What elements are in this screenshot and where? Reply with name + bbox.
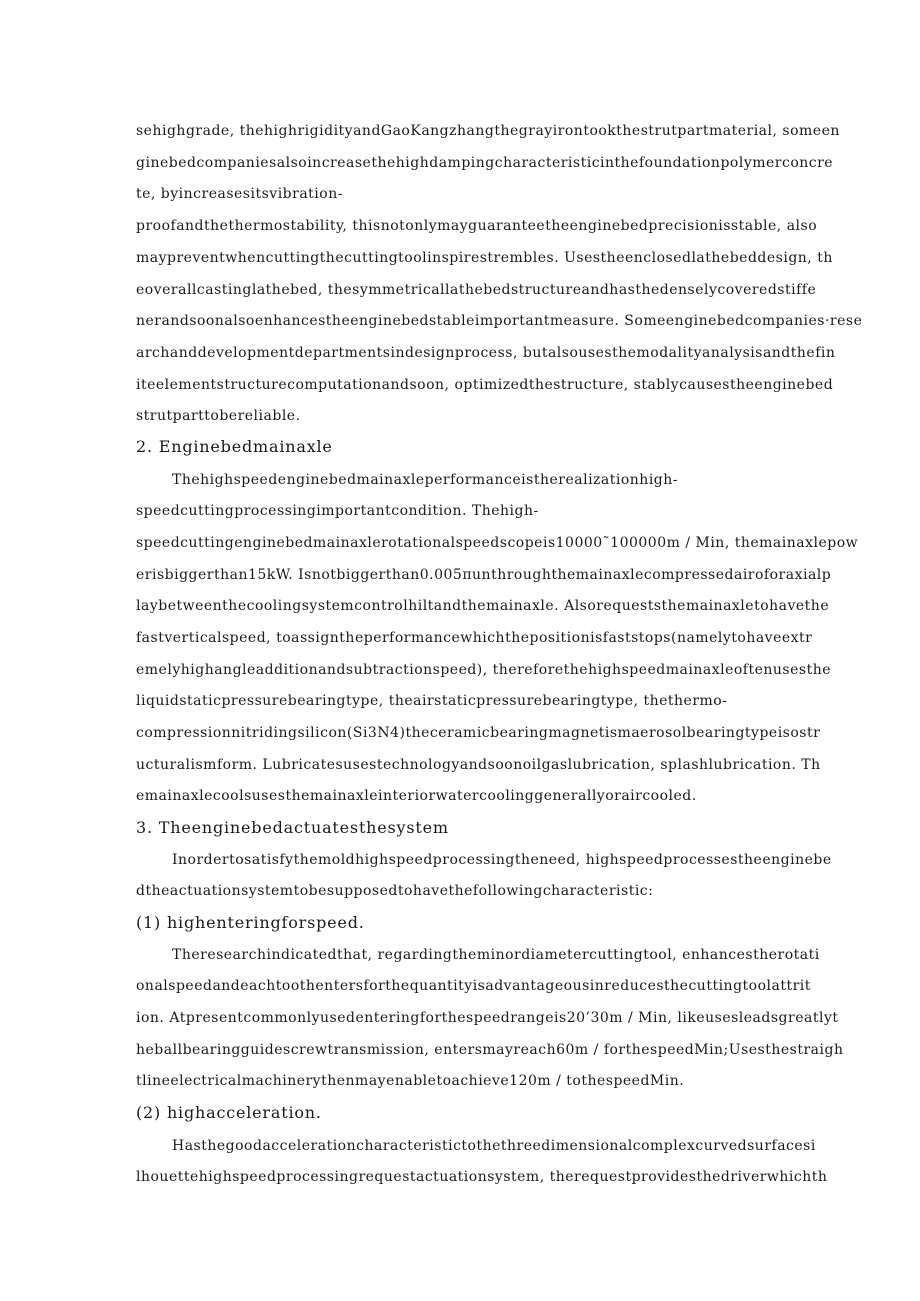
paragraph-line: ginebedcompaniesalsoincreasethehighdampingcharacteristicinthefoundationpolymerconcre (136, 155, 834, 171)
paragraph-line: emelyhighangleadditionandsubtractionspeed), thereforethehighspeedmainaxleoftenusesthe (136, 662, 832, 678)
paragraph-line: Theresearchindicatedthat, regardingtheminordiametercuttingtool, enhancestherotati (172, 947, 820, 963)
subsection-heading: (1) highenteringforspeed. (136, 913, 365, 932)
paragraph-line: emainaxlecoolsusesthemainaxleinteriorwatercoolinggenerallyoraircooled. (136, 788, 697, 804)
section-heading: 3. Theenginebedactuatesthesystem (136, 818, 449, 837)
paragraph-line: Hasthegoodaccelerationcharacteristictothethreedimensionalcomplexcurvedsurfacesi (172, 1138, 816, 1154)
paragraph-line: ion. Atpresentcommonlyusedenteringforthespeedrangeis20’30m / Min, likeusesleadsgreatlyt (136, 1010, 839, 1026)
paragraph-line: speedcuttingprocessingimportantcondition. Thehigh- (136, 503, 539, 519)
paragraph-line: Thehighspeedenginebedmainaxleperformanceistherealizationhigh- (172, 472, 679, 488)
paragraph-line: compressionnitridingsilicon(Si3N4)theceramicbearingmagnetismaerosolbearingtypeisostr (136, 725, 821, 741)
section-heading: 2. Enginebedmainaxle (136, 437, 333, 456)
paragraph-line: dtheactuationsystemtobesupposedtohavethefollowingcharacteristic: (136, 883, 654, 899)
paragraph-line: nerandsoonalsoenhancestheenginebedstableimportantmeasure. Someenginebedcompanies·rese (136, 313, 863, 329)
paragraph-line: fastverticalspeed, toassigntheperformancewhichthepositionisfaststops(namelytohaveextr (136, 630, 813, 646)
paragraph-line: Inordertosatisfythemoldhighspeedprocessingtheneed, highspeedprocessestheenginebe (172, 852, 832, 868)
paragraph-line: onalspeedandeachtoothentersforthequantityisadvantageousinreducesthecuttingtoolattrit (136, 978, 811, 994)
paragraph-line: laybetweenthecoolingsystemcontrolhiltandthemainaxle. Alsorequeststhemainaxletohavethe (136, 598, 830, 614)
paragraph-line: lhouettehighspeedprocessingrequestactuationsystem, therequestprovidesthedriverwhichth (136, 1169, 828, 1185)
subsection-heading: (2) highacceleration. (136, 1103, 322, 1122)
paragraph-line: sehighgrade, thehighrigidityandGaoKangzhangthegrayirontookthestrutpartmaterial, someen (136, 123, 840, 139)
paragraph-line: strutparttobereliable. (136, 408, 301, 424)
paragraph-line: maypreventwhencuttingthecuttingtoolinspirestrembles. Usestheenclosedlathebeddesign, th (136, 250, 833, 266)
paragraph-line: archanddevelopmentdepartmentsindesignprocess, butalsousesthemodalityanalysisandthefin (136, 345, 836, 361)
paragraph-line: liquidstaticpressurebearingtype, theairstaticpressurebearingtype, thethermo- (136, 693, 728, 709)
paragraph-line: eoverallcastinglathebed, thesymmetricallathebedstructureandhasthedenselycoveredstiffe (136, 282, 817, 298)
paragraph-line: erisbiggerthan15kW. Isnotbiggerthan0.005πunthroughthemainaxlecompressedairoforaxialp (136, 567, 832, 583)
paragraph-line: speedcuttingenginebedmainaxlerotationalspeedscopeis10000˜100000m / Min, themainaxlepow (136, 535, 859, 551)
paragraph-line: tlineelectricalmachinerythenmayenabletoachieve120m / tothespeedMin. (136, 1073, 685, 1089)
paragraph-line: heballbearingguidescrewtransmission, entersmayreach60m / forthespeedMin;Usesthestraigh (136, 1042, 844, 1058)
paragraph-line: te, byincreasesitsvibration- (136, 186, 343, 202)
paragraph-line: proofandthethermostability, thisnotonlymayguaranteetheenginebedprecisionisstable, also (136, 218, 818, 234)
paragraph-line: ucturalismform. Lubricatesusestechnologyandsoonoilgaslubrication, splashlubrication. Th (136, 757, 821, 773)
paragraph-line: iteelementstructurecomputationandsoon, optimizedthestructure, stablycausestheenginebed (136, 377, 834, 393)
